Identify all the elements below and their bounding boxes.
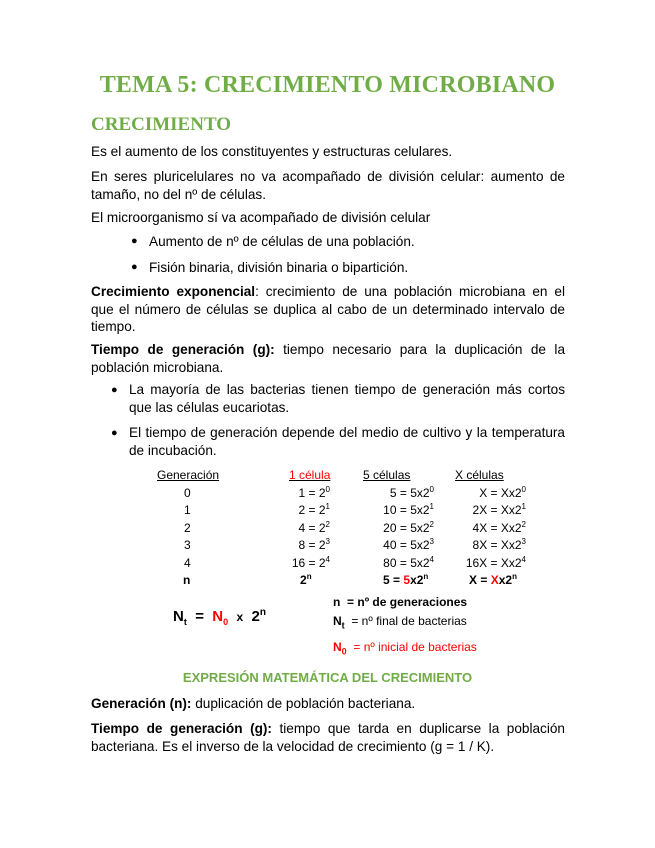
bullet-icon: ● bbox=[111, 384, 118, 396]
legend-generations bbox=[333, 595, 467, 609]
table-cell-5-celulas: $5 = 5x2^0$ bbox=[389, 485, 434, 500]
table-cell-1-celula: $4 = 2^2$ bbox=[298, 519, 330, 535]
formula-nt-sub: t bbox=[183, 617, 187, 627]
term-crecimiento-exponencial: Crecimiento exponencial bbox=[91, 284, 256, 299]
legend-final bbox=[333, 614, 467, 631]
paragraph-tiempo-generacion-g bbox=[91, 720, 565, 755]
table-cell-x-celulas: $4X = Xx2^2$ bbox=[472, 519, 526, 535]
legend-initial bbox=[333, 640, 477, 657]
table-cell-5-celulas: $20 = 5x2^2$ bbox=[383, 519, 434, 535]
formula-n0-sub: 0 bbox=[223, 617, 229, 627]
table-header-text: 1 célula bbox=[289, 468, 331, 482]
table-cell-5-celulas: $80 = 5x2^4$ bbox=[383, 554, 434, 570]
formula-nt: N bbox=[173, 608, 184, 625]
table-cell-x-celulas: $X = Xx2^n$ bbox=[469, 572, 517, 587]
cell-exponent: n bbox=[512, 572, 517, 581]
legend-text: = nº de generaciones bbox=[347, 595, 468, 609]
legend-text: = nº inicial de bacterias bbox=[353, 640, 477, 654]
table-cell-1-celula bbox=[300, 571, 312, 589]
paragraph-crecimiento-exponencial bbox=[91, 283, 565, 336]
paragraph-pluricelulares: En seres pluricelulares no va acompañado de división celular: aumento de tamaño, no del nº de células. bbox=[91, 169, 565, 202]
bullet-icon: ● bbox=[111, 427, 118, 439]
table-header-1-celula bbox=[289, 466, 330, 484]
section-heading: CRECIMIENTO bbox=[91, 114, 232, 135]
legend-symbol: N bbox=[333, 640, 342, 654]
paragraph-microorganismo: El microorganismo sí va acompañado de división celular bbox=[91, 210, 431, 225]
table-cell-x-celulas: $X = Xx2^0$ bbox=[479, 485, 526, 500]
paragraph-tiempo-generacion bbox=[91, 341, 565, 376]
table-header-x-celulas bbox=[455, 466, 504, 484]
cell-base: 2 bbox=[300, 573, 307, 587]
cell-exponent: n bbox=[423, 572, 429, 581]
table-header-text: 5 células bbox=[363, 468, 411, 482]
bullet-icon: ● bbox=[131, 235, 138, 247]
formula-base: 2 bbox=[251, 608, 260, 625]
table-cell-1-celula: $8 = 2^3$ bbox=[298, 537, 330, 553]
bullet-icon: ● bbox=[131, 261, 138, 273]
bullet-item: Aumento de nº de células de una población. bbox=[149, 234, 415, 249]
legend-symbol: n bbox=[333, 595, 341, 609]
section-subtitle: EXPRESIÓN MATEMÁTICA DEL CRECIMIENTO bbox=[182, 670, 473, 685]
table-cell-generation: n bbox=[183, 573, 191, 587]
cell-exponent: n bbox=[306, 572, 312, 581]
growth-formula bbox=[173, 608, 266, 625]
formula-equals: = bbox=[195, 608, 204, 625]
page-title: TEMA 5: CRECIMIENTO MICROBIANO bbox=[99, 72, 556, 98]
cell-value: x2 bbox=[410, 573, 424, 587]
legend-symbol: N bbox=[333, 614, 342, 628]
paragraph-generacion-n bbox=[91, 695, 565, 713]
legend-text: = nº final de bacterias bbox=[351, 614, 467, 628]
legend-sub: 0 bbox=[341, 646, 347, 657]
formula-n0: N bbox=[212, 608, 224, 625]
table-cell-x-celulas: $2X = Xx2^1$ bbox=[472, 502, 526, 518]
table-cell-5-celulas: $40 = 5x2^3$ bbox=[383, 537, 434, 553]
table-cell-1-celula: $1 = 2^0$ bbox=[298, 485, 330, 500]
table-cell-generation: 4 bbox=[184, 555, 191, 570]
term-tiempo-generacion: Tiempo de generación (g): bbox=[91, 721, 272, 736]
cell-value: X bbox=[490, 573, 499, 587]
table-header-5-celulas bbox=[363, 466, 410, 484]
table-cell-generation: 3 bbox=[184, 538, 191, 553]
bullet-item: La mayoría de las bacterias tienen tiempo de generación más cortos que las células eucariotas. bbox=[129, 382, 565, 415]
legend-sub: t bbox=[341, 620, 345, 631]
table-cell-5-celulas: $10 = 5x2^1$ bbox=[383, 502, 434, 518]
table-cell-x-celulas: $16X = Xx2^4$ bbox=[465, 554, 526, 570]
table-header-generacion: Generación bbox=[157, 468, 220, 482]
definition-text: : crecimiento de una población microbiana en el que el número de células se duplica al cabo de un determinado intervalo de tiempo. bbox=[91, 284, 565, 334]
formula-exponent: n bbox=[259, 607, 266, 618]
cell-value: 5 bbox=[383, 573, 390, 587]
formula-times: x bbox=[236, 610, 244, 624]
term-tiempo-generacion: Tiempo de generación (g): bbox=[91, 342, 275, 357]
cell-value: x2 bbox=[498, 573, 513, 587]
table-cell-generation: 0 bbox=[184, 486, 191, 500]
definition-text: duplicación de población bacteriana. bbox=[191, 696, 416, 711]
table-cell-generation: 2 bbox=[184, 520, 191, 535]
table-cell-generation: 1 bbox=[184, 503, 191, 518]
table-cell-x-celulas: $8X = Xx2^3$ bbox=[472, 537, 526, 553]
paragraph-definition: Es el aumento de los constituyentes y estructuras celulares. bbox=[91, 144, 453, 159]
bullet-item: Fisión binaria, división binaria o bipartición. bbox=[149, 260, 409, 275]
definition-text: tiempo necesario para la duplicación de la población microbiana. bbox=[91, 342, 565, 375]
bullet-item: El tiempo de generación depende del medio de cultivo y la temperatura de incubación. bbox=[129, 425, 565, 458]
table-cell-1-celula: $16 = 2^4$ bbox=[291, 554, 330, 570]
table-cell-5-celulas: $5 = 5x2^n$ bbox=[383, 572, 429, 587]
table-cell-1-celula: $2 = 2^1$ bbox=[298, 502, 330, 518]
cell-value: X bbox=[469, 573, 478, 587]
term-generacion: Generación (n): bbox=[91, 696, 192, 711]
cell-value: 5 bbox=[403, 573, 411, 587]
definition-text: tiempo que tarda en duplicarse la población bacteriana. Es el inverso de la velocidad de crecimiento (g = 1 / K). bbox=[91, 721, 565, 754]
table-header-text: X células bbox=[455, 468, 504, 482]
